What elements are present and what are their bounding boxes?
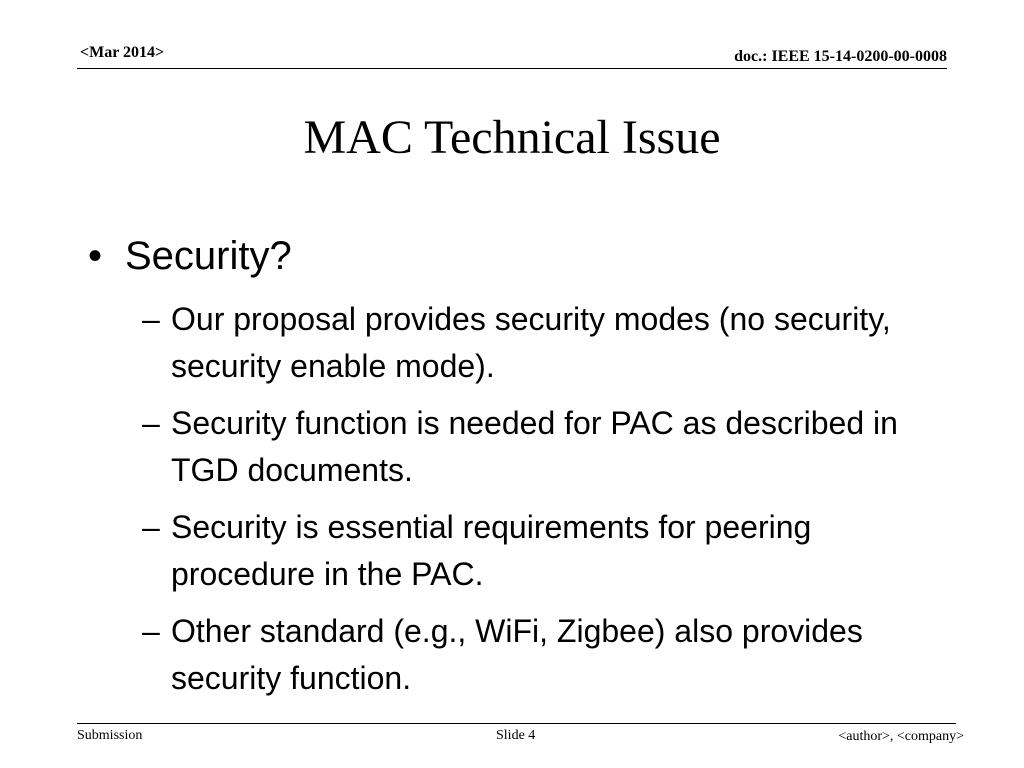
header-doc-id: doc.: IEEE 15-14-0200-00-0008 <box>734 48 947 65</box>
dash-icon: – <box>142 301 160 337</box>
slide-title: MAC Technical Issue <box>303 111 721 164</box>
sub-bullet-text: Security function is needed for PAC as described in TGD documents. <box>171 405 898 488</box>
sub-bullet-item <box>142 608 932 702</box>
footer-divider <box>77 723 956 724</box>
sub-bullet-list <box>142 296 932 712</box>
sub-bullet-item <box>142 296 932 390</box>
footer-submission: Submission <box>77 728 143 743</box>
bullet-icon: • <box>88 234 103 278</box>
dash-icon: – <box>142 509 160 545</box>
dash-icon: – <box>142 613 160 649</box>
dash-icon: – <box>142 405 160 441</box>
sub-bullet-text: Our proposal provides security modes (no security, security enable mode). <box>171 301 891 384</box>
sub-bullet-item <box>142 504 932 598</box>
sub-bullet-item <box>142 400 932 494</box>
footer-author-company: <author>, <company> <box>838 729 964 744</box>
sub-bullet-text: Other standard (e.g., WiFi, Zigbee) also provides security function. <box>171 613 863 696</box>
bullet-text: Security? <box>125 234 292 278</box>
header-date: <Mar 2014> <box>80 44 165 61</box>
bullet-level-1 <box>88 232 292 280</box>
sub-bullet-text: Security is essential requirements for peering procedure in the PAC. <box>171 509 812 592</box>
footer-slide-number: Slide 4 <box>496 728 536 743</box>
